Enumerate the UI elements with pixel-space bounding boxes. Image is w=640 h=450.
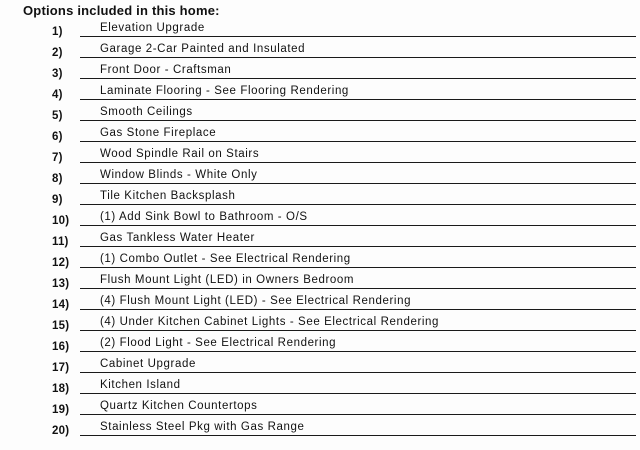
underline-rule <box>80 204 636 205</box>
underline-rule <box>80 162 636 163</box>
option-number: 14) <box>52 299 70 311</box>
option-label: Window Blinds - White Only <box>100 169 258 181</box>
option-label: Flush Mount Light (LED) in Owners Bedroom <box>100 274 355 286</box>
option-label: (2) Flood Light - See Electrical Rendering <box>100 337 337 349</box>
list-item <box>0 294 640 315</box>
underline-rule <box>80 393 636 394</box>
option-number: 8) <box>52 173 63 185</box>
option-label: Smooth Ceilings <box>100 106 193 118</box>
underline-rule <box>80 309 636 310</box>
list-item <box>0 231 640 252</box>
option-number: 4) <box>52 89 63 101</box>
options-list <box>0 21 640 441</box>
option-number: 10) <box>52 215 70 227</box>
list-item <box>0 273 640 294</box>
option-label: (4) Flush Mount Light (LED) - See Electrical Rendering <box>100 295 412 307</box>
option-label: Gas Stone Fireplace <box>100 127 217 139</box>
underline-rule <box>80 183 636 184</box>
option-number: 20) <box>52 425 70 437</box>
underline-rule <box>80 36 636 37</box>
option-label: Gas Tankless Water Heater <box>100 232 255 244</box>
option-number: 11) <box>52 236 69 248</box>
list-item <box>0 336 640 357</box>
option-label: Cabinet Upgrade <box>100 358 196 370</box>
underline-rule <box>80 246 636 247</box>
option-number: 17) <box>52 362 70 374</box>
list-item <box>0 84 640 105</box>
option-label: Laminate Flooring - See Flooring Rendering <box>100 85 349 97</box>
list-item <box>0 399 640 420</box>
underline-rule <box>80 414 636 415</box>
underline-rule <box>80 351 636 352</box>
list-item <box>0 21 640 42</box>
list-item <box>0 189 640 210</box>
underline-rule <box>80 225 636 226</box>
list-item <box>0 210 640 231</box>
option-label: Front Door - Craftsman <box>100 64 232 76</box>
option-number: 12) <box>52 257 70 269</box>
list-item <box>0 168 640 189</box>
underline-rule <box>80 435 636 436</box>
underline-rule <box>80 78 636 79</box>
list-item <box>0 315 640 336</box>
option-number: 6) <box>52 131 63 143</box>
option-label: Wood Spindle Rail on Stairs <box>100 148 260 160</box>
list-item <box>0 420 640 441</box>
underline-rule <box>80 120 636 121</box>
option-label: Elevation Upgrade <box>100 22 205 34</box>
option-number: 18) <box>52 383 70 395</box>
underline-rule <box>80 330 636 331</box>
option-label: (1) Combo Outlet - See Electrical Rendering <box>100 253 351 265</box>
option-label: Kitchen Island <box>100 379 181 391</box>
list-item <box>0 378 640 399</box>
option-number: 5) <box>52 110 63 122</box>
option-number: 7) <box>52 152 63 164</box>
list-item <box>0 126 640 147</box>
option-label: Stainless Steel Pkg with Gas Range <box>100 421 305 433</box>
option-number: 3) <box>52 68 63 80</box>
option-label: Quartz Kitchen Countertops <box>100 400 258 412</box>
list-item <box>0 252 640 273</box>
list-item <box>0 105 640 126</box>
option-number: 2) <box>52 47 63 59</box>
list-item <box>0 147 640 168</box>
option-label: (1) Add Sink Bowl to Bathroom - O/S <box>100 211 308 223</box>
option-number: 1) <box>52 26 63 38</box>
underline-rule <box>80 372 636 373</box>
option-number: 9) <box>52 194 63 206</box>
option-number: 16) <box>52 341 70 353</box>
underline-rule <box>80 57 636 58</box>
underline-rule <box>80 288 636 289</box>
option-number: 15) <box>52 320 70 332</box>
option-number: 13) <box>52 278 70 290</box>
page-title: Options included in this home: <box>23 3 220 18</box>
option-label: Garage 2-Car Painted and Insulated <box>100 43 306 55</box>
underline-rule <box>80 99 636 100</box>
list-item <box>0 63 640 84</box>
underline-rule <box>80 267 636 268</box>
underline-rule <box>80 141 636 142</box>
option-label: Tile Kitchen Backsplash <box>100 190 236 202</box>
list-item <box>0 357 640 378</box>
option-label: (4) Under Kitchen Cabinet Lights - See Electrical Rendering <box>100 316 440 328</box>
option-number: 19) <box>52 404 70 416</box>
list-item <box>0 42 640 63</box>
